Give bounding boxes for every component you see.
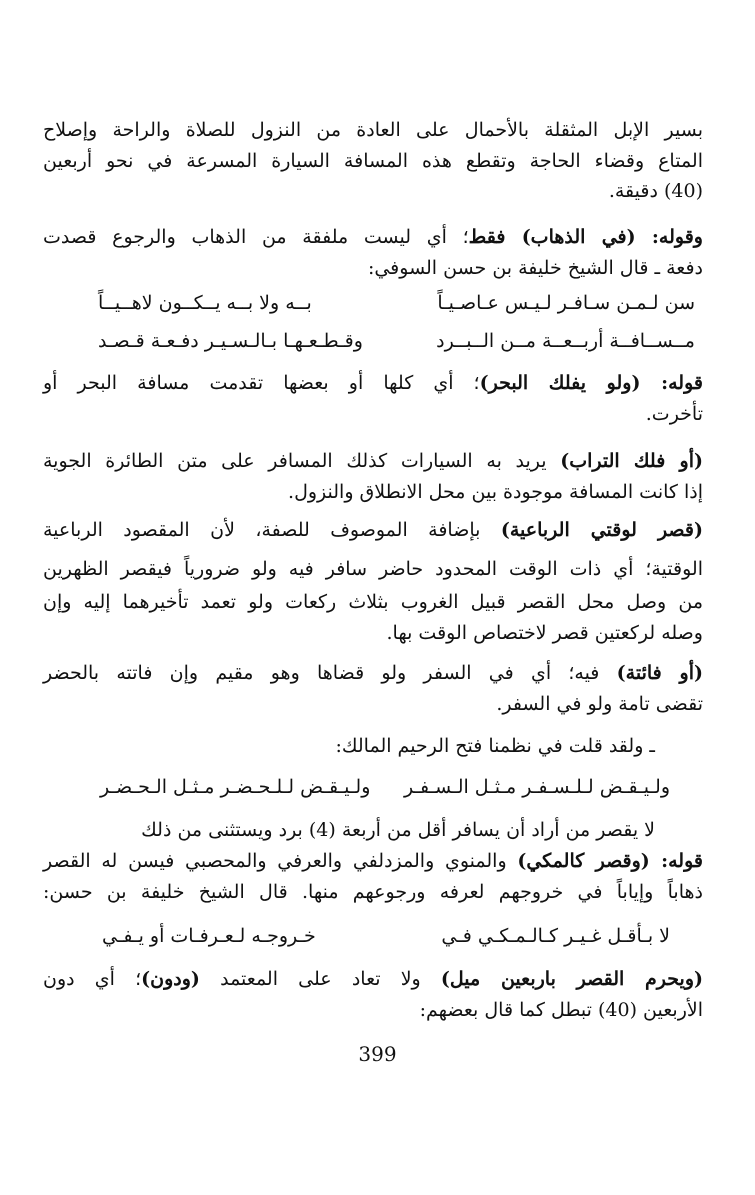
text-line: قوله: (ولو يفلك البحر)؛ أي كلها أو بعضها تقدمت مسافة البحر أو: [43, 372, 703, 394]
commentary-heading: (أو فائتة): [616, 662, 703, 684]
text-line: الوقتية؛ أي ذات الوقت المحدود حاضر سافر فيه ولو ضرورياً فيقصر الظهرين: [43, 558, 703, 580]
text-line: إذا كانت المسافة موجودة بين محل الانطلاق والنزول.: [288, 481, 703, 503]
text-line: ذهاباً وإياباً في خروجهم لعرفه ورجوعهم منها. قال الشيخ خليفة بن حسن:: [43, 881, 703, 903]
text-line: (قصر لوقتي الرباعية) بإضافة الموصوف للصفة، لأن المقصود الرباعية: [43, 519, 703, 541]
commentary-term: (ودون): [141, 968, 200, 990]
verse-hemistich: بــه ولا بــه يــكــون لاهــيــاً: [98, 292, 312, 314]
verse-hemistich: ولـيـقـض لـلـسـفـر مـثـل الـسـفـر: [403, 776, 670, 798]
text-line: (أو فلك التراب) يريد به السيارات كذلك المسافر على متن الطائرة الجوية: [43, 450, 703, 472]
verse-hemistich: ولـيـقـض لـلـحـضـر مـثـل الـحـضـر: [100, 776, 371, 798]
text-line: (40) دقيقة.: [608, 180, 703, 202]
verse-hemistich: لا بـأقـل غـيـر كـالـمـكـي فـي: [441, 925, 670, 947]
page-number: 399: [358, 1042, 397, 1066]
verse-hemistich: وقـطـعـهـا بـالـسـيـر دفـعـة قـصـد: [98, 330, 363, 352]
commentary-heading: قوله: (ولو يفلك البحر): [479, 372, 703, 394]
verse-hemistich: مــســافــة أربــعــة مــن الــبــرد: [436, 330, 695, 352]
text-line: لا يقصر من أراد أن يسافر أقل من أربعة (4) برد ويستثنى من ذلك: [141, 819, 655, 841]
text-line: (ويحرم القصر باربعين ميل) ولا تعاد على المعتمد (ودون)؛ أي دون: [43, 968, 703, 990]
text-line: الأربعين (40) تبطل كما قال بعضهم:: [419, 999, 703, 1021]
commentary-heading: قوله: (وقصر كالمكي): [517, 850, 703, 872]
commentary-heading: (ويحرم القصر باربعين ميل): [440, 968, 703, 990]
commentary-heading: (قصر لوقتي الرباعية): [500, 519, 703, 541]
text-line: المتاع وقضاء الحاجة وتقطع هذه المسافة السيارة المسرعة في نحو أربعين: [43, 150, 703, 172]
commentary-heading: (أو فلك التراب): [560, 450, 703, 472]
verse-hemistich: سن لـمـن سـافـر لـيـس عـاصـيـاً: [437, 292, 695, 314]
commentary-heading: وقوله: (في الذهاب) فقط: [468, 226, 703, 248]
text-line: دفعة ـ قال الشيخ خليفة بن حسن السوفي:: [367, 257, 703, 279]
text-line: قوله: (وقصر كالمكي) والمنوي والمزدلفي والعرفي والمحصبي فيسن له القصر: [43, 850, 703, 872]
text-line: تقضى تامة ولو في السفر.: [496, 693, 703, 715]
text-line: وقوله: (في الذهاب) فقط؛ أي ليست ملفقة من الذهاب والرجوع قصدت: [43, 226, 703, 248]
text-line: تأخرت.: [645, 403, 703, 425]
text-line: ـ ولقد قلت في نظمنا فتح الرحيم المالك:: [335, 735, 655, 757]
text-line: بسير الإبل المثقلة بالأحمال على العادة من النزول للصلاة والراحة وإصلاح: [43, 119, 703, 141]
text-line: من وصل محل القصر قبيل الغروب بثلاث ركعات ولو تعمد تأخيرهما إليه وإن: [43, 591, 703, 613]
verse-hemistich: خـروجـه لـعـرفـات أو يـفـي: [102, 925, 316, 947]
text-line: وصله لركعتين قصر لاختصاص الوقت بها.: [386, 622, 703, 644]
text-line: (أو فائتة) فيه؛ أي في السفر ولو قضاها وهو مقيم وإن فاتته بالحضر: [43, 662, 703, 684]
